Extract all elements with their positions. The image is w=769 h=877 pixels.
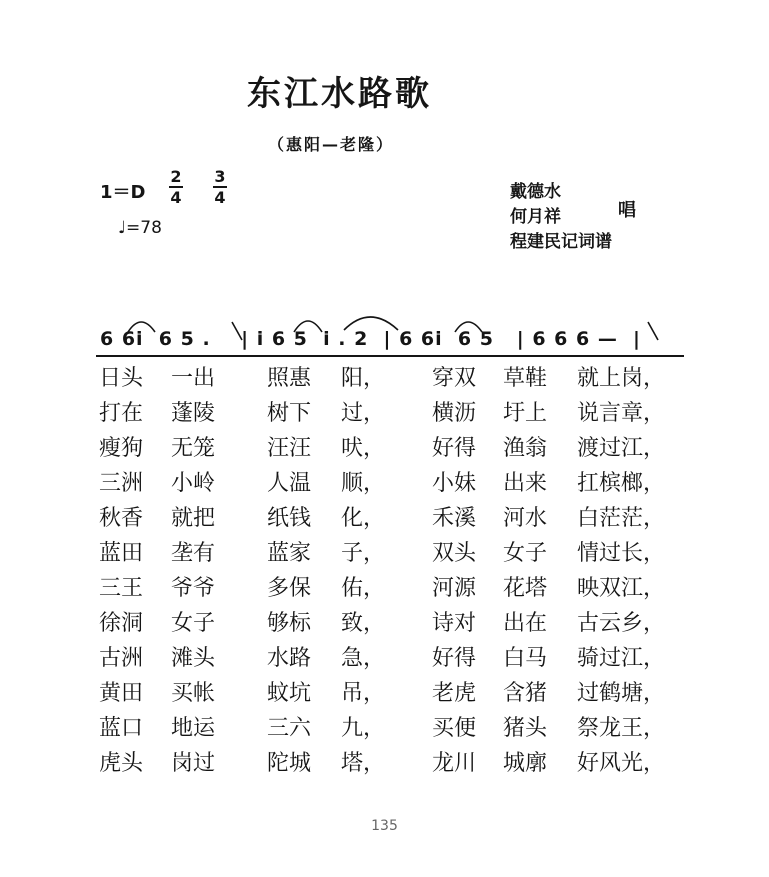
lyric-phrase: 过鹤塘，: [577, 681, 666, 706]
lyric-phrase: 虎头: [99, 751, 144, 776]
lyric-phrase: 好得: [432, 436, 477, 461]
lyric-phrase: 白茫茫，: [577, 506, 666, 531]
lyric-phrase: 扛槟榔，: [577, 471, 666, 496]
lyric-phrase: 塔，: [341, 751, 386, 776]
lyric-phrase: 汪汪: [267, 436, 312, 461]
lyric-phrase: 好得: [432, 646, 477, 671]
lyric-phrase: 买便: [432, 716, 477, 741]
lyric-phrase: 打在: [99, 401, 144, 426]
time-signature-bottom: 4: [170, 188, 182, 207]
lyric-phrase: 女子: [171, 611, 216, 636]
lyric-phrase: 古洲: [99, 646, 144, 671]
lyric-phrase: 三洲: [99, 471, 144, 496]
song-subtitle: （惠阳—老隆）: [268, 135, 395, 154]
lyric-phrase: 人温: [267, 471, 312, 496]
lyric-phrase: 顺，: [341, 471, 386, 496]
lyric-phrase: 佑，: [341, 576, 386, 601]
lyric-phrase: 急，: [341, 646, 386, 671]
time-signature-bottom: 4: [214, 188, 226, 207]
tempo-marking: ♩=78: [118, 218, 162, 238]
lyric-phrase: 老虎: [432, 681, 477, 706]
lyric-phrase: 横沥: [432, 401, 477, 426]
lyric-phrase: 阳，: [341, 366, 386, 391]
lyric-phrase: 出来: [503, 471, 548, 496]
lyric-phrase: 过，: [341, 401, 386, 426]
singer-name: 何月祥: [510, 207, 561, 227]
lyric-phrase: 日头: [99, 366, 144, 391]
time-signature-top: 3: [214, 167, 226, 186]
lyric-phrase: 滩头: [171, 646, 216, 671]
lyric-phrase: 就上岗，: [577, 366, 666, 391]
page-number: 135: [371, 818, 398, 834]
lyric-phrase: 蓝田: [99, 541, 144, 566]
lyric-phrase: 情过长，: [577, 541, 666, 566]
lyric-phrase: 映双江，: [577, 576, 666, 601]
lyric-phrase: 纸钱: [267, 506, 312, 531]
song-title: 东江水路歌: [247, 74, 432, 114]
lyric-phrase: 小岭: [171, 471, 216, 496]
recorder-credit: 程建民记词谱: [510, 232, 612, 252]
lyric-phrase: 穿双: [432, 366, 477, 391]
lyric-phrase: 城廓: [503, 751, 548, 776]
lyric-phrase: 蚊坑: [267, 681, 312, 706]
lyric-phrase: 渡过江，: [577, 436, 666, 461]
lyric-phrase: 花塔: [503, 576, 548, 601]
lyric-phrase: 爷爷: [171, 576, 216, 601]
singer-name: 戴德水: [510, 182, 561, 202]
lyric-phrase: 河水: [503, 506, 548, 531]
lyric-phrase: 白马: [503, 646, 548, 671]
lyric-phrase: 草鞋: [503, 366, 548, 391]
lyric-phrase: 水路: [267, 646, 312, 671]
lyric-phrase: 一出: [171, 366, 216, 391]
underline-rule: [96, 355, 684, 357]
lyric-phrase: 含猪: [503, 681, 548, 706]
notation-line: 6 6i 6 5 . | i 6 5 i . 2 | 6 6i 6 5 | 6 6 6 — |: [100, 328, 641, 350]
lyric-phrase: 蓝口: [99, 716, 144, 741]
sing-label: 唱: [618, 200, 636, 221]
lyric-phrase: 秋香: [99, 506, 144, 531]
lyric-phrase: 九，: [341, 716, 386, 741]
lyric-phrase: 徐洞: [99, 611, 144, 636]
lyric-phrase: 陀城: [267, 751, 312, 776]
lyric-phrase: 圩上: [503, 401, 548, 426]
lyric-phrase: 禾溪: [432, 506, 477, 531]
lyric-phrase: 吊，: [341, 681, 386, 706]
lyric-phrase: 就把: [171, 506, 216, 531]
lyric-phrase: 小妹: [432, 471, 477, 496]
lyric-phrase: 蓝家: [267, 541, 312, 566]
lyric-phrase: 女子: [503, 541, 548, 566]
lyric-phrase: 多保: [267, 576, 312, 601]
lyric-phrase: 龙川: [432, 751, 477, 776]
lyric-phrase: 三王: [99, 576, 144, 601]
lyric-phrase: 猪头: [503, 716, 548, 741]
lyric-phrase: 买帐: [171, 681, 216, 706]
lyric-phrase: 够标: [267, 611, 312, 636]
lyric-phrase: 出在: [503, 611, 548, 636]
lyric-phrase: 树下: [267, 401, 312, 426]
lyric-phrase: 河源: [432, 576, 477, 601]
lyric-phrase: 瘦狗: [99, 436, 144, 461]
lyric-phrase: 双头: [432, 541, 477, 566]
lyric-phrase: 垄有: [171, 541, 216, 566]
lyric-phrase: 祭龙王，: [577, 716, 666, 741]
lyric-phrase: 黄田: [99, 681, 144, 706]
lyric-phrase: 渔翁: [503, 436, 548, 461]
key-signature: 1＝D: [100, 182, 146, 203]
lyric-phrase: 说言章，: [577, 401, 666, 426]
lyric-phrase: 吠，: [341, 436, 386, 461]
lyric-phrase: 岗过: [171, 751, 216, 776]
lyric-phrase: 照惠: [267, 366, 312, 391]
lyric-phrase: 子，: [341, 541, 386, 566]
lyric-phrase: 古云乡，: [577, 611, 666, 636]
time-signature-top: 2: [170, 167, 182, 186]
lyric-phrase: 好风光，: [577, 751, 666, 776]
lyric-phrase: 骑过江，: [577, 646, 666, 671]
lyric-phrase: 蓬陵: [171, 401, 216, 426]
lyric-phrase: 致，: [341, 611, 386, 636]
lyric-phrase: 诗对: [432, 611, 477, 636]
lyric-phrase: 化，: [341, 506, 386, 531]
lyric-phrase: 地运: [171, 716, 216, 741]
lyric-phrase: 三六: [267, 716, 312, 741]
lyric-phrase: 无笼: [171, 436, 216, 461]
